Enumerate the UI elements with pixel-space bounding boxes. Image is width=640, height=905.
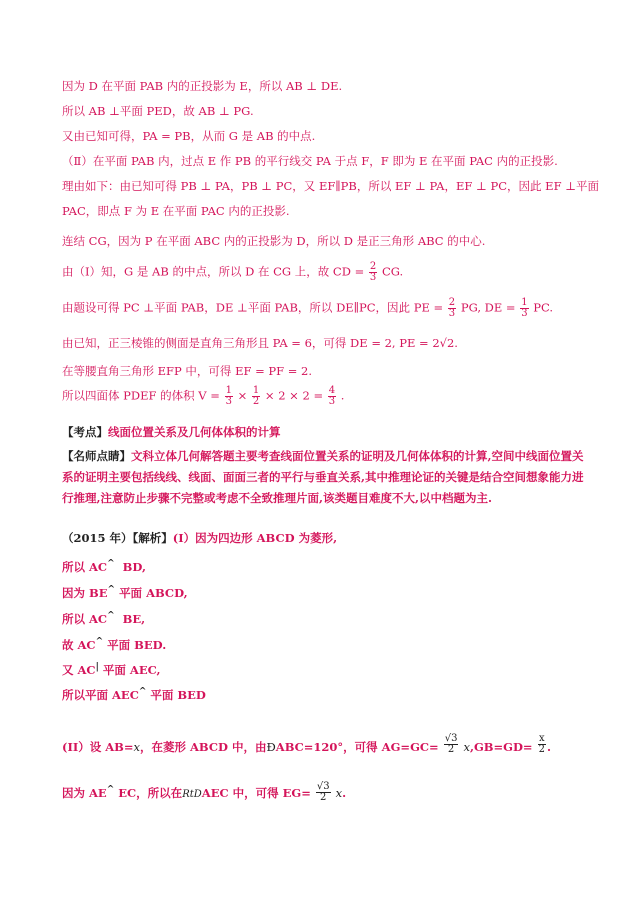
dianjing-paragraph xyxy=(62,446,592,509)
line-2: 所以 AB ⊥平面 PED，故 AB ⊥ PG. xyxy=(62,104,254,118)
dianjing-tag: 【名师点睛】 xyxy=(62,449,131,463)
step-3: 所以 AC^ BE, xyxy=(62,611,146,626)
line-11: 在等腰直角三角形 EFP 中，可得 EF = PF = 2. xyxy=(62,364,313,378)
fraction-two-thirds: $\frac{2}{3}$ xyxy=(369,261,377,283)
line-10: 由已知，正三棱锥的侧面是直角三角形且 PA = 6，可得 DE = 2, PE = 2√2. xyxy=(62,336,458,350)
line-5: 理由如下：由已知可得 PB ⊥ PA，PB ⊥ PC，又 EF∥PB，所以 EF ⊥ PA，EF ⊥ PC，因此 EF ⊥平面 xyxy=(62,179,600,193)
step-6: 所以平面 AEC^ 平面 BED xyxy=(62,687,206,702)
solution-2015-tag: （2015 年）【解析】 xyxy=(62,531,173,545)
fraction-eg: $\frac{√3}{2}$ xyxy=(316,781,330,803)
fraction-gb: $\frac{x}{2}$ xyxy=(538,733,545,755)
fraction-de: $\frac{1}{3}$ xyxy=(521,297,528,319)
step-1: 所以 AC^ BD, xyxy=(62,559,146,574)
line-8: 由（Ⅰ）知，G 是 AB 的中点，所以 D 在 CG 上，故 CD = $\frac{2}{3}$ CG. xyxy=(62,261,404,283)
line-4: （Ⅱ）在平面 PAB 内，过点 E 作 PB 的平行线交 PA 于点 F，F 即为 E 在平面 PAC 内的正投影. xyxy=(62,154,558,168)
line-6: PAC，即点 F 为 E 在平面 PAC 内的正投影. xyxy=(62,204,290,218)
kaodian-text: 线面位置关系及几何体体积的计算 xyxy=(108,425,281,439)
line-12: 所以四面体 PDEF 的体积 V = $\frac{1}{3}$ × $\frac{1}{2}$ × 2 × 2 = $\frac{4}{3}$ . xyxy=(62,385,345,407)
fraction-v1: $\frac{1}{3}$ xyxy=(225,385,232,407)
kaodian-tag: 【考点】 xyxy=(62,425,108,439)
step-2: 因为 BE^ 平面 ABCD, xyxy=(62,585,188,600)
fraction-v2: $\frac{1}{2}$ xyxy=(252,385,260,407)
line-3: 又由已知可得，PA = PB，从而 G 是 AB 的中点. xyxy=(62,129,316,143)
line-7: 连结 CG，因为 P 在平面 ABC 内的正投影为 D，所以 D 是正三角形 ABC 的中心. xyxy=(62,234,486,248)
fraction-v3: $\frac{4}{3}$ xyxy=(328,385,336,407)
dianjing-text: 文科立体几何解答题主要考查线面位置关系的证明及几何体体积的计算,空间中线面位置关系的证明主要包括线线、线面、面面三者的平行与垂直关系,其中推理论证的关键是结合空间想象能力进行推理,注意防止步骤不完整或考虑不全致推理片面,该类题目难度不大,以中档题为主. xyxy=(62,449,584,505)
fraction-pe: $\frac{2}{3}$ xyxy=(448,297,456,319)
last-line: 因为 AE^ EC，所以在RtDAEC 中，可得 EG= $\frac{√3}{2}$ x. xyxy=(62,781,347,803)
fraction-ag: $\frac{√3}{2}$ xyxy=(444,733,458,755)
part-ii-line: (II）设 AB=x，在菱形 ABCD 中，由ÐABC=120°，可得 AG=GC= $\frac{√3}{2}$ x,GB=GD= $\frac{x}{2}$ . xyxy=(62,733,551,755)
line-9: 由题设可得 PC ⊥平面 PAB，DE ⊥平面 PAB，所以 DE∥PC，因此 PE = $\frac{2}{3}$ PG, DE = $\frac{1}{3}$ PC. xyxy=(62,297,554,319)
step-4: 故 AC^ 平面 BED. xyxy=(62,637,167,652)
step-5: 又 AC| 平面 AEC, xyxy=(62,662,161,677)
kaodian-line xyxy=(62,424,281,440)
solution-2015-line: （2015 年）【解析】(I）因为四边形 ABCD 为菱形, xyxy=(62,531,338,545)
line-1: 因为 D 在平面 PAB 内的正投影为 E，所以 AB ⊥ DE. xyxy=(62,79,343,93)
